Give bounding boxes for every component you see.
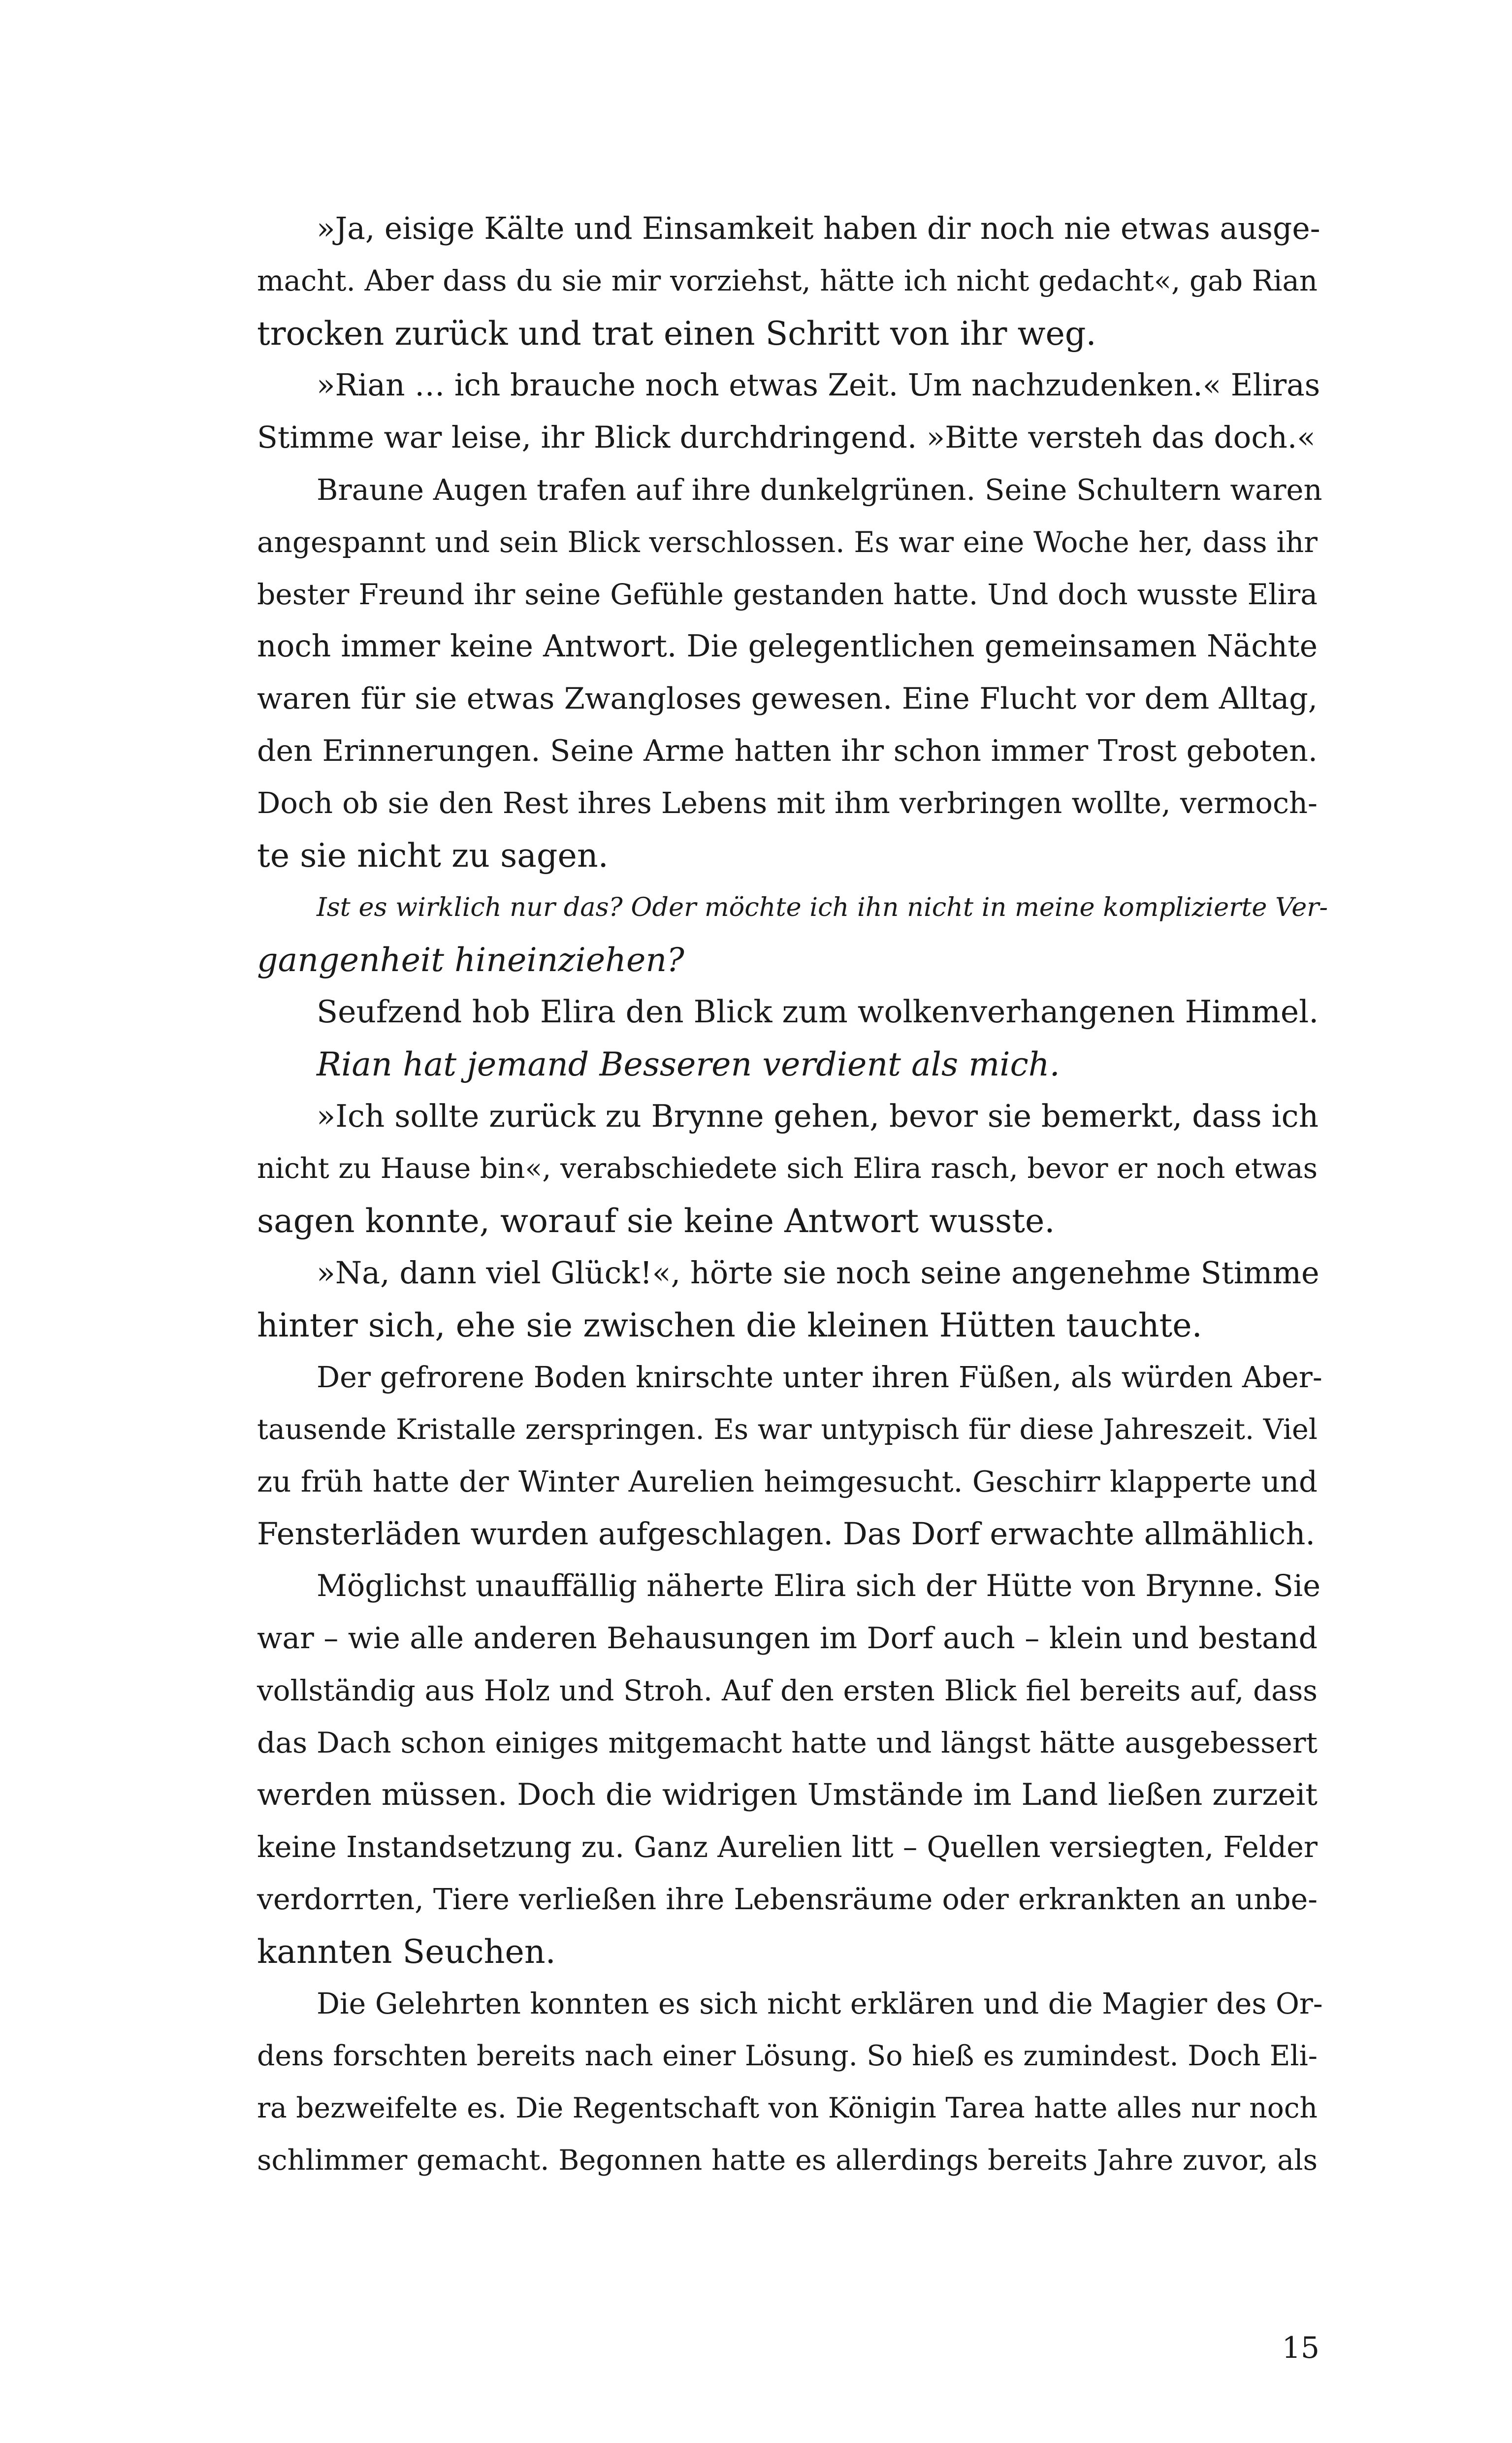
text-line: angespannt und sein Blick verschlossen. Es war eine Woche her, dass ihr — [257, 525, 1318, 559]
text-line: verdorrten, Tiere verließen ihre Lebensräume oder erkrankten an unbe- — [257, 1883, 1318, 1916]
text-line: Die Gelehrten konnten es sich nicht erklären und die Magier des Or- — [317, 1987, 1323, 2020]
text-line: noch immer keine Antwort. Die gelegentlichen gemeinsamen Nächte — [257, 629, 1318, 664]
text-line: den Erinnerungen. Seine Arme hatten ihr schon immer Trost geboten. — [257, 734, 1318, 768]
text-line: »Rian … ich brauche noch etwas Zeit. Um nachzudenken.« Eliras — [317, 368, 1320, 403]
text-line: das Dach schon einiges mitgemacht hatte und längst hätte ausgebessert — [257, 1726, 1318, 1759]
text-line: hinter sich, ehe sie zwischen die kleinen Hütten tauchte. — [257, 1306, 1202, 1344]
text-line: war – wie alle anderen Behausungen im Dorf auch – klein und bestand — [257, 1621, 1318, 1656]
text-line: nicht zu Hause bin«, verabschiedete sich Elira rasch, bevor er noch etwas — [257, 1152, 1318, 1185]
text-line: trocken zurück und trat einen Schritt von ihr weg. — [257, 314, 1096, 353]
text-line: Möglichst unauffällig näherte Elira sich der Hütte von Brynne. Sie — [317, 1569, 1320, 1603]
text-line: werden müssen. Doch die widrigen Umstände im Land ließen zurzeit — [257, 1777, 1318, 1812]
text-line: Braune Augen trafen auf ihre dunkelgrünen. Seine Schultern waren — [317, 473, 1322, 507]
text-line: ra bezweifelte es. Die Regentschaft von Königin Tarea hatte alles nur noch — [257, 2092, 1318, 2124]
text-line: macht. Aber dass du sie mir vorziehst, hätte ich nicht gedacht«, gab Rian — [257, 264, 1318, 297]
text-line: tausende Kristalle zerspringen. Es war untypisch für diese Jahreszeit. Viel — [257, 1413, 1318, 1446]
text-line: Fensterläden wurden aufgeschlagen. Das Dorf erwachte allmählich. — [257, 1516, 1316, 1552]
page-number: 15 — [1282, 2331, 1319, 2365]
text-line: Ist es wirklich nur das? Oder möchte ich ihn nicht in meine komplizierte Ver- — [317, 892, 1328, 922]
text-line: Rian hat jemand Besseren verdient als mich. — [317, 1045, 1060, 1083]
text-line: Der gefrorene Boden knirschte unter ihren Füßen, als würden Aber- — [317, 1360, 1322, 1394]
text-line: te sie nicht zu sagen. — [257, 836, 609, 875]
text-line: keine Instandsetzung zu. Ganz Aurelien litt – Quellen versiegten, Felder — [257, 1830, 1318, 1864]
text-line: Seufzend hob Elira den Blick zum wolkenverhangenen Himmel. — [317, 994, 1319, 1030]
text-line: schlimmer gemacht. Begonnen hatte es allerdings bereits Jahre zuvor, als — [257, 2144, 1318, 2177]
text-line: dens forschten bereits nach einer Lösung. So hieß es zumindest. Doch Eli- — [257, 2040, 1318, 2072]
text-line: Doch ob sie den Rest ihres Lebens mit ihm verbringen wollte, vermoch- — [257, 786, 1318, 820]
text-line: gangenheit hineinziehen? — [257, 941, 684, 979]
text-line: vollständig aus Holz und Stroh. Auf den ersten Blick fiel bereits auf, dass — [257, 1674, 1318, 1707]
text-line: waren für sie etwas Zwangloses gewesen. Eine Flucht vor dem Alltag, — [257, 682, 1318, 716]
body-text — [257, 203, 1328, 2186]
text-line: bester Freund ihr seine Gefühle gestanden hatte. Und doch wusste Elira — [257, 578, 1318, 611]
text-line: kannten Seuchen. — [257, 1932, 556, 1971]
text-line: »Ich sollte zurück zu Brynne gehen, bevor sie bemerkt, dass ich — [317, 1098, 1319, 1134]
text-line: »Na, dann viel Glück!«, hörte sie noch seine angenehme Stimme — [317, 1255, 1319, 1291]
text-line: »Ja, eisige Kälte und Einsamkeit haben dir noch nie etwas ausge- — [317, 211, 1320, 246]
text-line: sagen konnte, worauf sie keine Antwort wusste. — [257, 1202, 1055, 1240]
text-line: Stimme war leise, ihr Blick durchdringend. »Bitte versteh das doch.« — [257, 420, 1316, 455]
text-line: zu früh hatte der Winter Aurelien heimgesucht. Geschirr klapperte und — [257, 1465, 1318, 1498]
